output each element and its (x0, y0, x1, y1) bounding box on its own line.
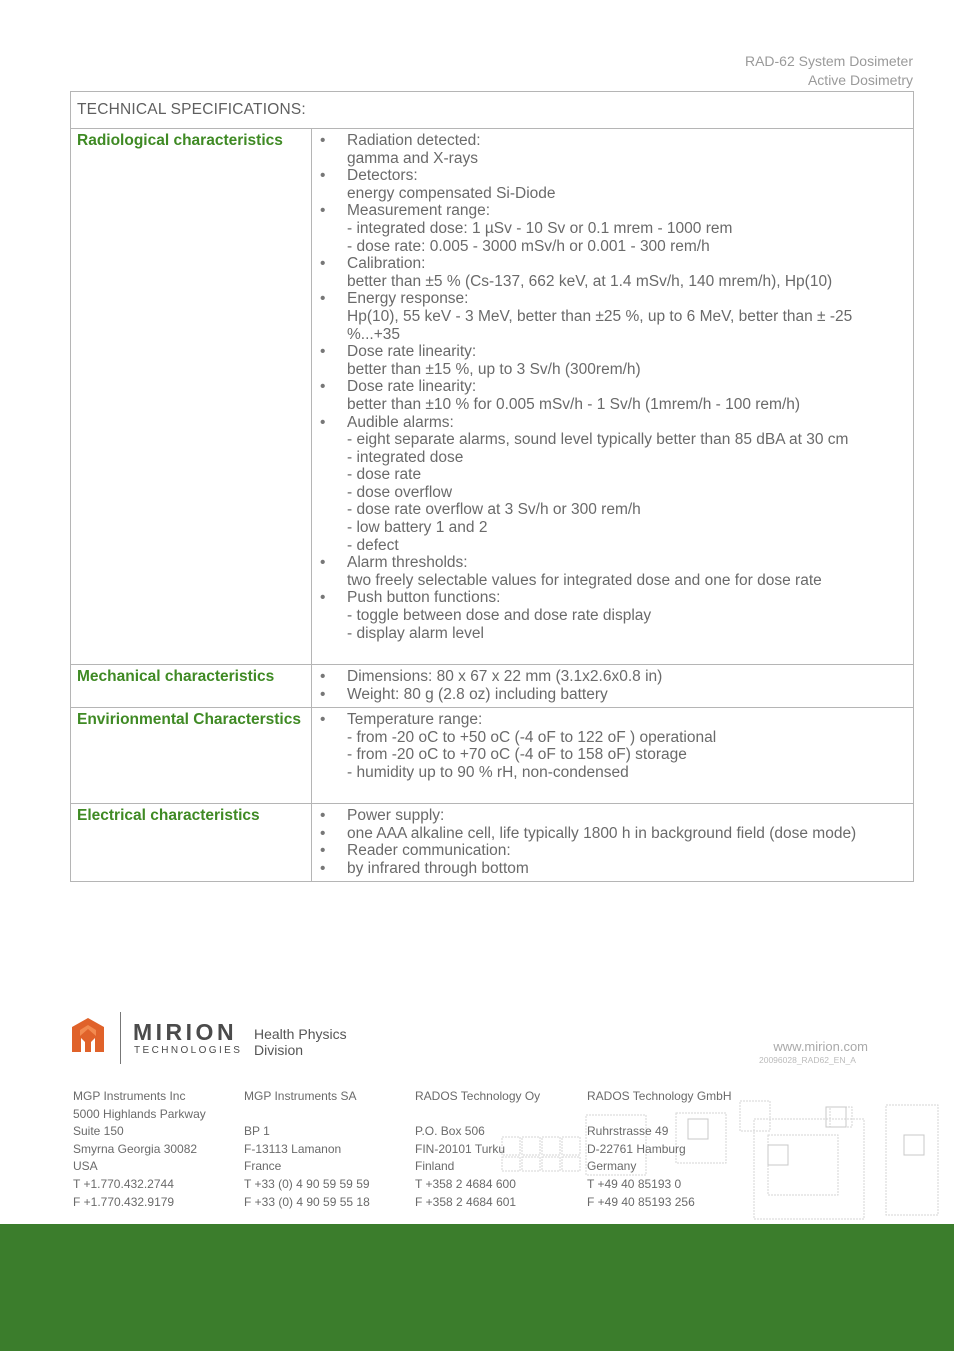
address-line: USA (73, 1159, 98, 1174)
address-line: T +358 2 4684 600 (415, 1176, 516, 1191)
category-label: Envirionmental Characterstics (71, 708, 312, 804)
spec-list (320, 668, 905, 703)
address-block-finland (415, 1088, 540, 1211)
address-line: Ruhrstrasse 49 (587, 1124, 669, 1139)
spec-detail-line: better than ±10 % for 0.005 mSv/h - 1 Sv/h (1mrem/h - 100 rem/h) (347, 395, 801, 413)
spec-detail-line: energy compensated Si-Diode (347, 184, 556, 202)
spec-bullet-item: • Dose rate linearity: (320, 378, 905, 396)
spec-bullet-item: • Radiation detected: (320, 132, 905, 150)
address-line: BP 1 (244, 1124, 270, 1139)
spec-bullet-item: • Power supply: (320, 807, 905, 825)
address-line: T +49 40 85193 0 (587, 1176, 682, 1191)
spec-detail-line: %...+35 (347, 325, 400, 343)
spec-bullet-item: • Reader communication: (320, 842, 905, 860)
spec-detail-line: Hp(10), 55 keV - 3 MeV, better than ±25 %, up to 6 MeV, better than ± -25 (347, 307, 853, 325)
address-block-germany (587, 1088, 732, 1211)
spec-list (320, 132, 905, 642)
address-line (244, 1106, 370, 1124)
address-line: T +1.770.432.2744 (73, 1176, 174, 1191)
address-block-us (73, 1088, 206, 1211)
spec-list (320, 711, 905, 781)
spec-detail-line: - dose rate: 0.005 - 3000 mSv/h or 0.001 - 300 rem/h (347, 237, 710, 255)
address-line: RADOS Technology Oy (415, 1089, 541, 1103)
mirion-logo (70, 1012, 350, 1064)
address-line: F +358 2 4684 601 (415, 1194, 517, 1209)
address-line: RADOS Technology GmbH (587, 1089, 732, 1103)
logo-wordmark: MIRION (133, 1019, 238, 1045)
footer-bar (0, 1224, 954, 1351)
spec-table-title: TECHNICAL SPECIFICATIONS: (71, 92, 914, 129)
address-line (587, 1106, 732, 1124)
address-line: 5000 Highlands Parkway (73, 1106, 206, 1121)
spec-detail-line: - defect (347, 536, 399, 554)
document-id: 20096028_RAD62_EN_A (759, 1055, 856, 1065)
spec-detail-line: - dose rate (347, 466, 422, 484)
spec-bullet-item: • by infrared through bottom (320, 860, 905, 878)
spec-detail-line: - low battery 1 and 2 (347, 519, 488, 537)
spec-bullet-item: • Alarm thresholds: (320, 554, 905, 572)
address-line: France (244, 1159, 282, 1174)
division-name-line1: Health Physics (254, 1026, 347, 1042)
spec-detail-line: - from -20 oC to +50 oC (-4 oF to 122 oF ) operational (347, 728, 717, 746)
address-line: MGP Instruments SA (244, 1089, 357, 1103)
spec-detail-line: - display alarm level (347, 624, 484, 642)
spec-detail-line: - eight separate alarms, sound level typically better than 85 dBA at 30 cm (347, 431, 849, 449)
spec-detail-line: - integrated dose (347, 448, 464, 466)
product-title: RAD-62 System Dosimeter (744, 53, 913, 69)
spec-bullet-item: • Detectors: (320, 167, 905, 185)
address-line: MGP Instruments Inc (73, 1089, 186, 1103)
spec-table (70, 91, 914, 882)
spec-bullet-item: • Dimensions: 80 x 67 x 22 mm (3.1x2.6x0.8 in) (320, 668, 905, 686)
address-line (415, 1106, 540, 1124)
address-line: FIN-20101 Turku (415, 1141, 506, 1156)
address-line: F +1.770.432.9179 (73, 1194, 175, 1209)
address-line: P.O. Box 506 (415, 1124, 485, 1139)
product-category: Active Dosimetry (807, 72, 913, 88)
logo-subtitle: TECHNOLOGIES (134, 1045, 243, 1056)
spec-bullet-item: • Audible alarms: (320, 414, 905, 432)
spec-detail-line: two freely selectable values for integrated dose and one for dose rate (347, 571, 822, 589)
spec-bullet-item: • Weight: 80 g (2.8 oz) including battery (320, 686, 905, 704)
document-header (745, 52, 913, 90)
spec-detail-line: better than ±5 % (Cs-137, 662 keV, at 1.4 mSv/h, 140 mrem/h), Hp(10) (347, 272, 833, 290)
address-line: D-22761 Hamburg (587, 1141, 686, 1156)
spec-bullet-item: • one AAA alkaline cell, life typically 1800 h in background field (dose mode) (320, 825, 905, 843)
spec-row-radiological (71, 129, 914, 665)
spec-list (320, 807, 905, 877)
address-line: T +33 (0) 4 90 59 59 59 (244, 1176, 370, 1191)
spec-detail-line: - dose rate overflow at 3 Sv/h or 300 rem/h (347, 501, 641, 519)
spec-detail-line: gamma and X-rays (347, 149, 478, 167)
spec-bullet-item: • Push button functions: (320, 589, 905, 607)
address-line: F +33 (0) 4 90 59 55 18 (244, 1194, 370, 1209)
spec-bullet-item: • Energy response: (320, 290, 905, 308)
spec-detail-line: - from -20 oC to +70 oC (-4 oF to 158 oF) storage (347, 746, 687, 764)
spec-detail-line: - humidity up to 90 % rH, non-condensed (347, 763, 629, 781)
spec-bullet-item: • Dose rate linearity: (320, 343, 905, 361)
address-line: Germany (587, 1159, 637, 1174)
spec-bullet-item: • Temperature range: (320, 711, 905, 729)
website-link[interactable]: www.mirion.com (773, 1039, 868, 1054)
spec-detail-line: - toggle between dose and dose rate display (347, 607, 652, 625)
spec-row-mechanical (71, 665, 914, 708)
address-line: Suite 150 (73, 1124, 124, 1139)
spec-detail-line: - dose overflow (347, 483, 453, 501)
address-line: Finland (415, 1159, 455, 1174)
division-name-line2: Division (254, 1042, 304, 1058)
spec-row-environmental (71, 708, 914, 804)
logo-divider (120, 1012, 121, 1064)
category-label: Electrical characteristics (71, 804, 312, 882)
spec-bullet-item: • Measurement range: (320, 202, 905, 220)
spec-detail-line: better than ±15 %, up to 3 Sv/h (300rem/h) (347, 360, 641, 378)
mirion-mark-icon (70, 1016, 106, 1054)
spec-bullet-item: • Calibration: (320, 255, 905, 273)
address-line: Smyrna Georgia 30082 (73, 1141, 198, 1156)
address-line: F +49 40 85193 256 (587, 1194, 695, 1209)
category-label: Mechanical characteristics (71, 665, 312, 708)
spec-row-electrical (71, 804, 914, 882)
address-block-france (244, 1088, 370, 1211)
category-label: Radiological characteristics (71, 129, 312, 665)
spec-detail-line: - integrated dose: 1 µSv - 10 Sv or 0.1 mrem - 1000 rem (347, 219, 733, 237)
address-line: F-13113 Lamanon (244, 1141, 342, 1156)
